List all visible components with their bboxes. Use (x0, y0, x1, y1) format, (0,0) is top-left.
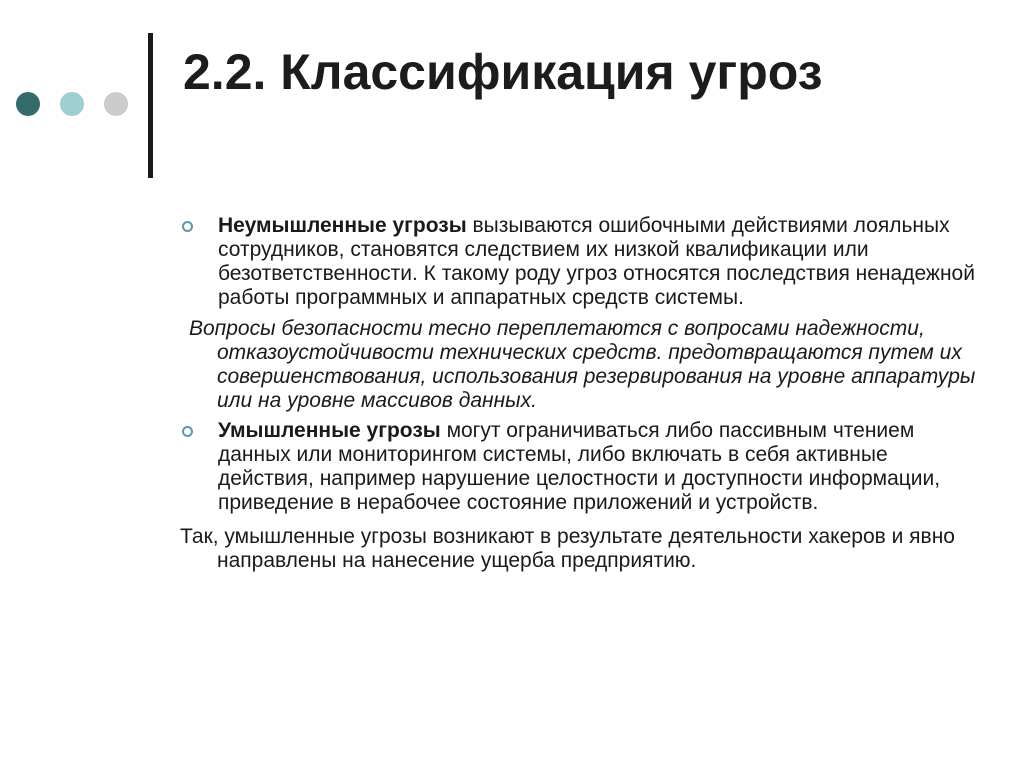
dot-dark-teal (16, 92, 40, 116)
bullet-circle-icon (182, 426, 193, 437)
bullet-unintentional-threats (180, 214, 980, 310)
bullet-term: Умышленные угрозы (218, 419, 441, 442)
bullet-term: Неумышленные угрозы (218, 214, 467, 237)
title-divider (148, 33, 153, 178)
slide-content (180, 214, 980, 573)
italic-note: Вопросы безопасности тесно переплетаются с вопросами надежности, отказоустойчивости технических средств. предотвращаются путем их совершенствования, использования резервирования на уровне аппаратуры или на уровне массивов данных. (189, 317, 976, 412)
dot-gray (104, 92, 128, 116)
closing-note: Так, умышленные угрозы возникают в результате деятельности хакеров и явно направлены на нанесение ущерба предприятию. (180, 525, 955, 572)
bullet-circle-icon (182, 221, 193, 232)
bullet-text: вызываются ошибочными действиями лояльных сотрудников, становятся следствием их низкой квалификации или безответственности. К такому роду угроз относятся последствия ненадежной работы программных и аппаратных средств системы. (218, 214, 975, 309)
slide-title: 2.2. Классификация угроз (183, 44, 823, 100)
bullet-text: могут ограничиваться либо пассивным чтением данных или мониторингом системы, либо включать в себя активные действия, например нарушение целостности и доступности информации, приведение в нерабочее состояние приложений и устройств. (218, 419, 941, 514)
bullet-intentional-threats (180, 419, 980, 515)
dot-light-teal (60, 92, 84, 116)
